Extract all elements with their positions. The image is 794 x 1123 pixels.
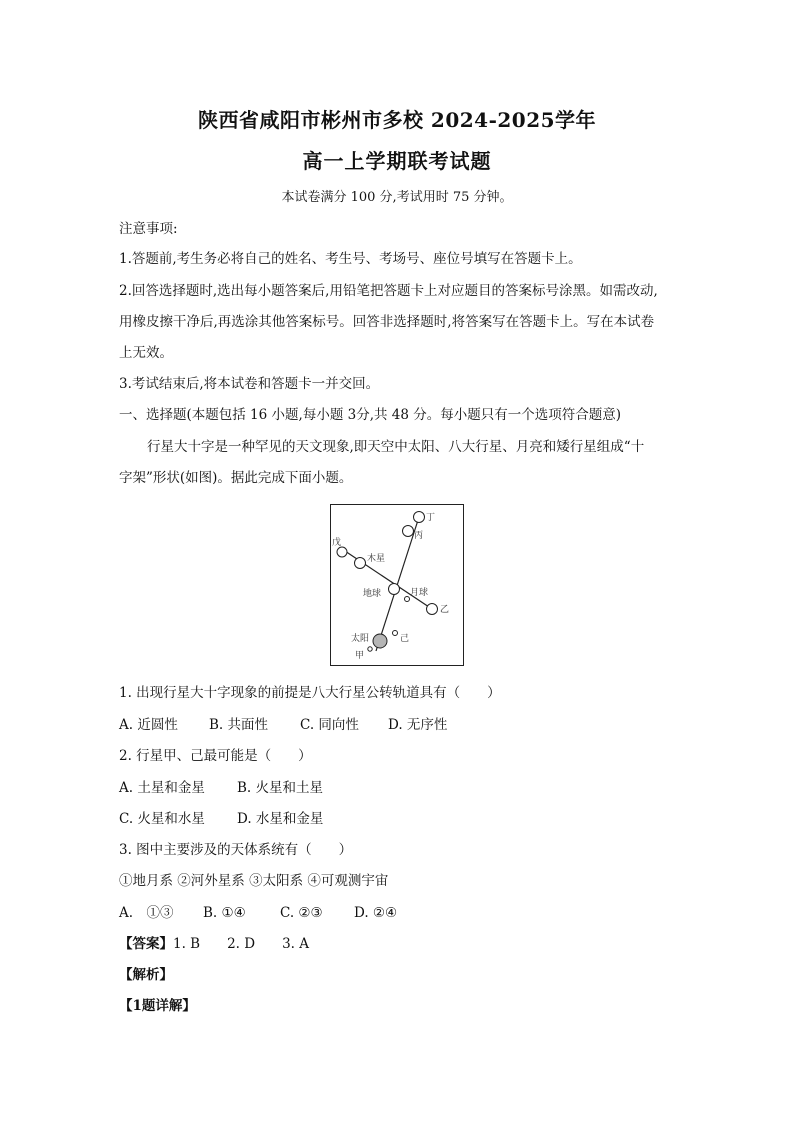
question-3-options [119,903,679,923]
planet-jia [368,647,372,651]
notes-heading: 注意事项: [119,221,178,237]
planet-ding [414,512,425,523]
exam-info: 本试卷满分 100 分,考试用时 75 分钟。 [281,190,513,205]
passage-line-2: 字架”形状(如图)。据此完成下面小题。 [119,470,353,486]
label-ji: 己 [400,634,410,644]
question-1-options [119,715,679,735]
planet-yi [427,604,438,615]
label-wu: 戊 [332,538,342,548]
question-2-options-row-1 [119,778,679,798]
question-1-option-a: A. 近圆性 [119,717,178,733]
notes-item-2-line-3: 上无效。 [119,345,173,361]
question-3-items: ①地月系 ②河外星系 ③太阳系 ④可观测宇宙 [119,873,389,889]
question-3-option-c: C. ②③ [280,905,323,921]
question-3-option-d: D. ②④ [354,905,398,921]
passage-line-1: 行星大十字是一种罕见的天文现象,即天空中太阳、八大行星、月亮和矮行星组成“十 [147,439,645,455]
moon [405,597,410,602]
question-3-option-b: B. ①④ [203,905,246,921]
answer-values: 1. B 2. D 3. A [173,936,310,952]
label-ding: 丁 [426,513,436,523]
planet-jupiter [355,558,366,569]
question-2-option-a: A. 土星和金星 [119,780,205,796]
question-3-option-a: A. ①③ [119,905,174,921]
section-heading: 一、选择题(本题包括 16 小题,每小题 3分,共 48 分。每小题只有一个选项符合题意) [119,407,622,423]
label-yi: 乙 [440,605,450,615]
answer-label: 【答案】 [119,936,173,952]
question-1-stem: 1. 出现行星大十字现象的前提是八大行星公转轨道具有（ ） [119,685,501,701]
label-jia: 甲 [355,651,365,661]
answer-line [119,934,679,954]
notes-item-2-line-2: 用橡皮擦干净后,再选涂其他答案标号。回答非选择题时,将答案写在答题卡上。写在本试卷 [119,314,655,330]
sun [373,634,387,648]
question-2-option-c: C. 火星和水星 [119,811,205,827]
label-moon: 月球 [410,588,429,598]
planet-cross-diagram [331,505,463,665]
question-1-option-c: C. 同向性 [300,717,359,733]
planet-wu [337,547,347,557]
question-2-option-b: B. 火星和土星 [237,780,324,796]
label-earth: 地球 [363,589,382,599]
question-2-option-d: D. 水星和金星 [237,811,324,827]
planet-earth [389,584,400,595]
planet-cross-figure [330,504,464,666]
question-1-option-b: B. 共面性 [209,717,269,733]
notes-item-1: 1.答题前,考生务必将自己的姓名、考生号、考场号、座位号填写在答题卡上。 [119,251,582,267]
label-sun: 太阳 [351,634,370,644]
label-jupiter: 木星 [367,554,386,564]
planet-bing [403,526,414,537]
analysis-detail-1-label: 【1题详解】 [119,998,196,1014]
question-2-options-row-2 [119,809,679,829]
question-2-stem: 2. 行星甲、己最可能是（ ） [119,748,312,764]
document-title-line1: 陕西省咸阳市彬州市多校 2024-2025学年 [197,108,597,132]
notes-item-2-line-1: 2.回答选择题时,选出每小题答案后,用铅笔把答题卡上对应题目的答案标号涂黑。如需改动, [119,283,658,299]
question-1-option-d: D. 无序性 [388,717,448,733]
planet-ji [393,631,398,636]
document-title-line2: 高一上学期联考试题 [302,149,492,173]
notes-item-3: 3.考试结束后,将本试卷和答题卡一并交回。 [119,376,380,392]
label-bing: 丙 [414,531,424,541]
question-3-stem: 3. 图中主要涉及的天体系统有（ ） [119,842,353,858]
analysis-label: 【解析】 [119,967,173,983]
